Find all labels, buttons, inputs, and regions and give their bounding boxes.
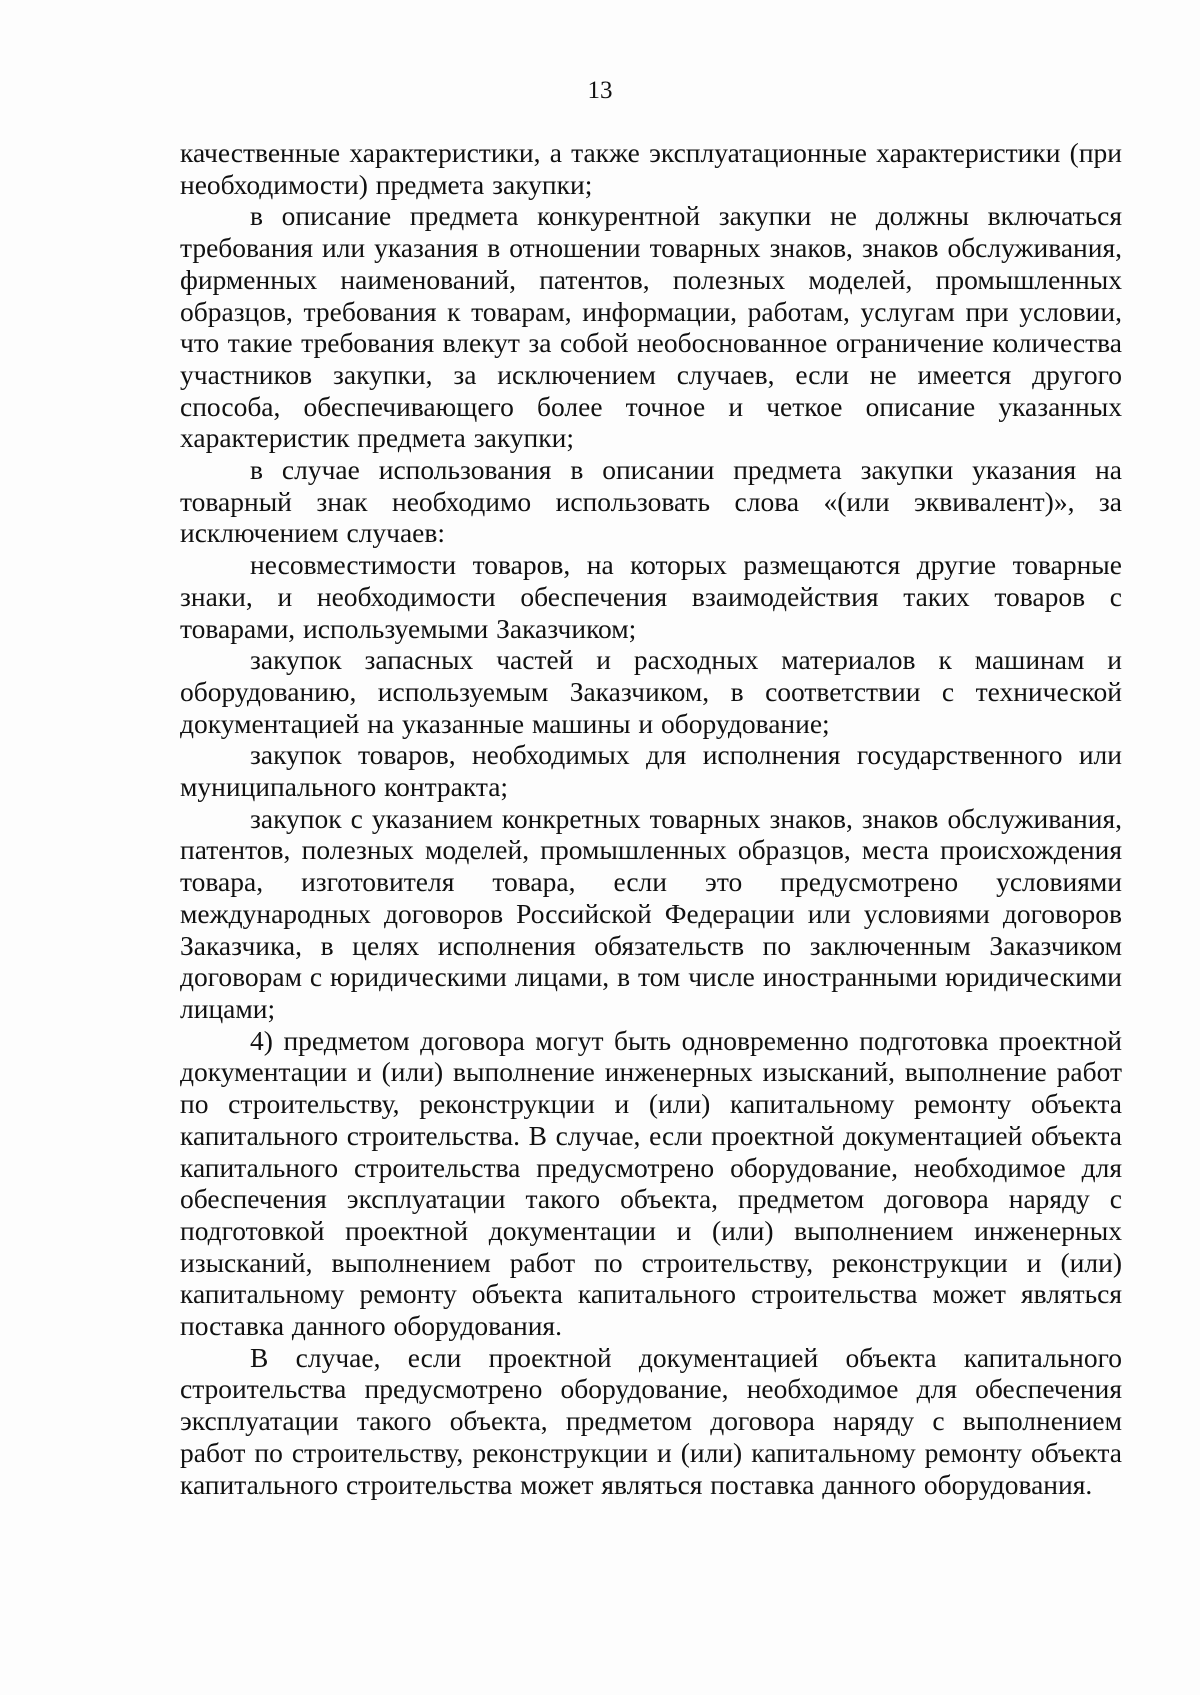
paragraph: закупок товаров, необходимых для исполнения государственного или муниципального контракта; (180, 739, 1122, 803)
paragraph: закупок запасных частей и расходных материалов к машинам и оборудованию, используемым Заказчиком, в соответствии с технической документацией на указанные машины и оборудование; (180, 644, 1122, 739)
paragraph: качественные характеристики, а также эксплуатационные характеристики (при необходимости) предмета закупки; (180, 137, 1122, 200)
page-number: 13 (587, 77, 613, 104)
paragraph: В случае, если проектной документацией объекта капитального строительства предусмотрено оборудование, необходимое для обеспечения эксплуатации такого объекта, предметом договора наряду с выполнением работ по строительству, реконструкции и (или) капитальному ремонту объекта капитального строительства может являться поставка данного оборудования. (180, 1341, 1122, 1500)
paragraph: закупок с указанием конкретных товарных знаков, знаков обслуживания, патентов, полезных моделей, промышленных образцов, места происхождения товара, изготовителя товара, если это предусмотрено условиями международных договоров Российской Федерации или условиями договоров Заказчика, в целях исполнения обязательств по заключенным Заказчиком договорам с юридическими лицами, в том числе иностранными юридическими лицами; (180, 802, 1122, 1024)
paragraph: несовместимости товаров, на которых размещаются другие товарные знаки, и необходимости обеспечения взаимодействия таких товаров с товарами, используемыми Заказчиком; (180, 549, 1122, 644)
paragraph: 4) предметом договора могут быть одновременно подготовка проектной документации и (или) выполнение инженерных изысканий, выполнение работ по строительству, реконструкции и (или) капитальному ремонту объекта капитального строительства. В случае, если проектной документацией объекта капитального строительства предусмотрено оборудование, необходимое для обеспечения эксплуатации такого объекта, предметом договора наряду с подготовкой проектной документации и (или) выполнением инженерных изысканий, выполнением работ по строительству, реконструкции и (или) капитальному ремонту объекта капитального строительства может являться поставка данного оборудования. (180, 1024, 1122, 1342)
body-text (180, 137, 1122, 1500)
paragraph: в описание предмета конкурентной закупки не должны включаться требования или указания в отношении товарных знаков, знаков обслуживания, фирменных наименований, патентов, полезных моделей, промышленных образцов, требования к товарам, информации, работам, услугам при условии, что такие требования влекут за собой необоснованное ограничение количества участников закупки, за исключением случаев, если не имеется другого способа, обеспечивающего более точное и четкое описание указанных характеристик предмета закупки; (180, 200, 1122, 454)
paragraph: в случае использования в описании предмета закупки указания на товарный знак необходимо использовать слова «(или эквивалент)», за исключением случаев: (180, 454, 1122, 549)
